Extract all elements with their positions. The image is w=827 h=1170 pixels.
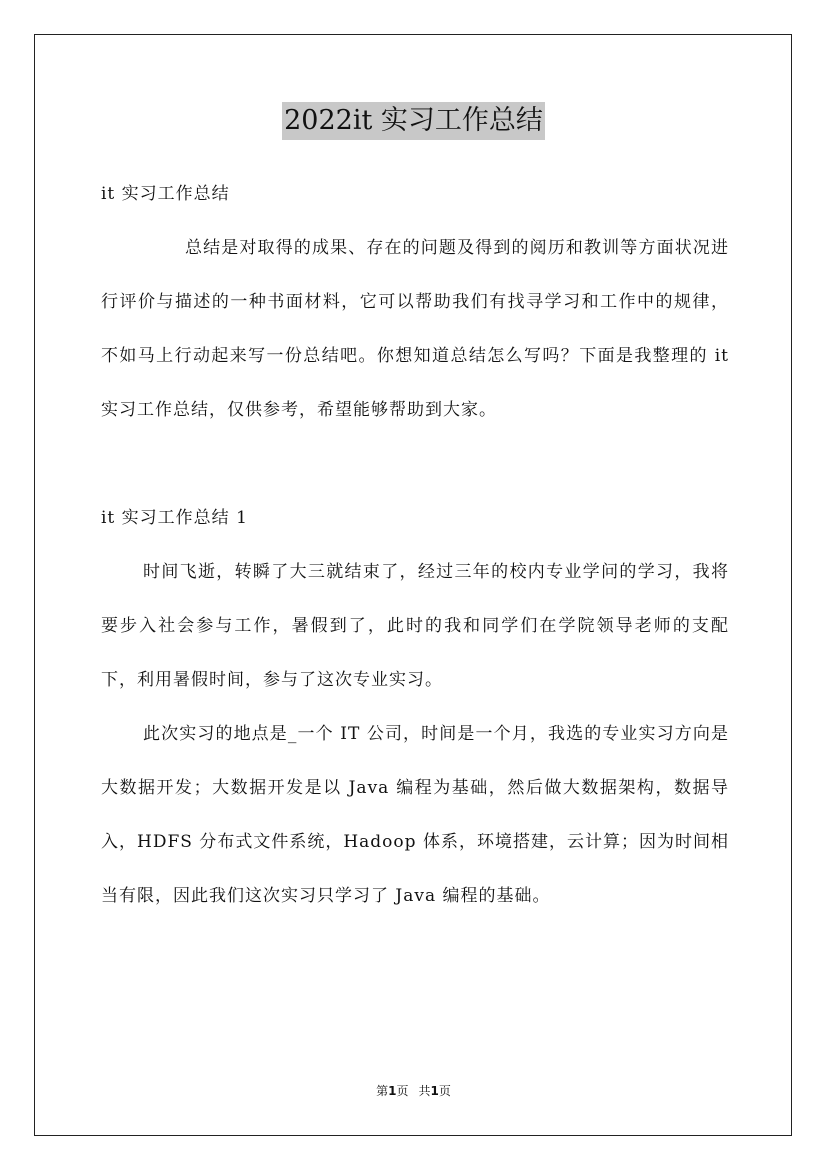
document-body [101, 167, 729, 923]
title-container [0, 102, 827, 140]
section-heading: it 实习工作总结 1 [101, 508, 248, 528]
section-spacer [101, 437, 729, 491]
page-prefix: 第 [376, 1084, 389, 1098]
total-pages: 1 [430, 1084, 439, 1098]
body-paragraph-2: 此次实习的地点是_一个 IT 公司，时间是一个月，我选的专业实习方向是大数据开发；大数据开发是以 Java 编程为基础，然后做大数据架构，数据导入，HDFS 分布式文件系统，Hadoop 体系，环境搭建，云计算；因为时间相当有限，因此我们这次实习只学习了 Java 编程的基础。 [101, 724, 729, 906]
total-suffix: 页 [438, 1084, 451, 1098]
document-title: 2022it 实习工作总结 [282, 102, 545, 140]
intro-paragraph: 总结是对取得的成果、存在的问题及得到的阅历和教训等方面状况进行评价与描述的一种书面材料，它可以帮助我们有找寻学习和工作中的规律，不如马上行动起来写一份总结吧。你想知道总结怎么写吗？下面是我整理的 it 实习工作总结，仅供参考，希望能够帮助到大家。 [101, 238, 729, 420]
page-footer [0, 1082, 827, 1100]
total-prefix: 共 [418, 1084, 431, 1098]
subtitle: it 实习工作总结 [101, 184, 230, 204]
page-number: 1 [388, 1084, 397, 1098]
page-suffix: 页 [396, 1084, 409, 1098]
body-paragraph-1: 时间飞逝，转瞬了大三就结束了，经过三年的校内专业学问的学习，我将要步入社会参与工作，暑假到了，此时的我和同学们在学院领导老师的支配下，利用暑假时间，参与了这次专业实习。 [101, 562, 729, 690]
